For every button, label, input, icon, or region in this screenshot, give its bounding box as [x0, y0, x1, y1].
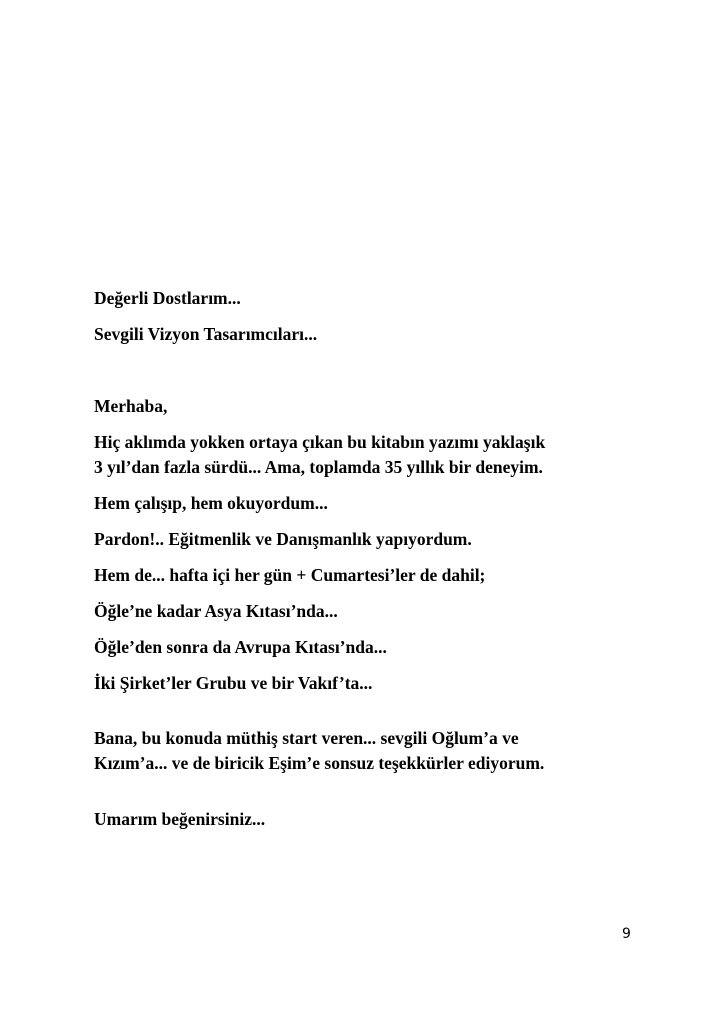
- paragraph-8: [94, 726, 654, 776]
- paragraph-5: Öğle’ne kadar Asya Kıtası’nda...: [94, 601, 338, 621]
- page-number: 9: [622, 926, 631, 942]
- paragraph-2: Hem çalışıp, hem okuyordum...: [94, 493, 328, 513]
- paragraph-4: Hem de... hafta içi her gün + Cumartesi’ler de dahil;: [94, 565, 486, 585]
- closing: Umarım beğenirsiniz...: [94, 809, 266, 829]
- paragraph-8-line-1: Bana, bu konuda müthiş start veren... sevgili Oğlum’a ve: [94, 728, 519, 748]
- paragraph-7: İki Şirket’ler Grubu ve bir Vakıf’ta...: [94, 673, 373, 693]
- greeting-2: Sevgili Vizyon Tasarımcıları...: [94, 324, 318, 344]
- paragraph-6: Öğle’den sonra da Avrupa Kıtası’nda...: [94, 637, 387, 657]
- paragraph-8-line-2: Kızım’a... ve de biricik Eşim’e sonsuz teşekkürler ediyorum.: [94, 753, 545, 773]
- salutation: Merhaba,: [94, 396, 168, 416]
- page-body: [94, 286, 654, 832]
- paragraph-1-line-1: Hiç aklımda yokken ortaya çıkan bu kitabın yazımı yaklaşık: [94, 432, 546, 452]
- paragraph-3: Pardon!.. Eğitmenlik ve Danışmanlık yapıyordum.: [94, 529, 472, 549]
- paragraph-1-line-2: 3 yıl’dan fazla sürdü... Ama, toplamda 35 yıllık bir deneyim.: [94, 457, 543, 477]
- greeting-1: Değerli Dostlarım...: [94, 288, 241, 308]
- paragraph-1: [94, 430, 654, 480]
